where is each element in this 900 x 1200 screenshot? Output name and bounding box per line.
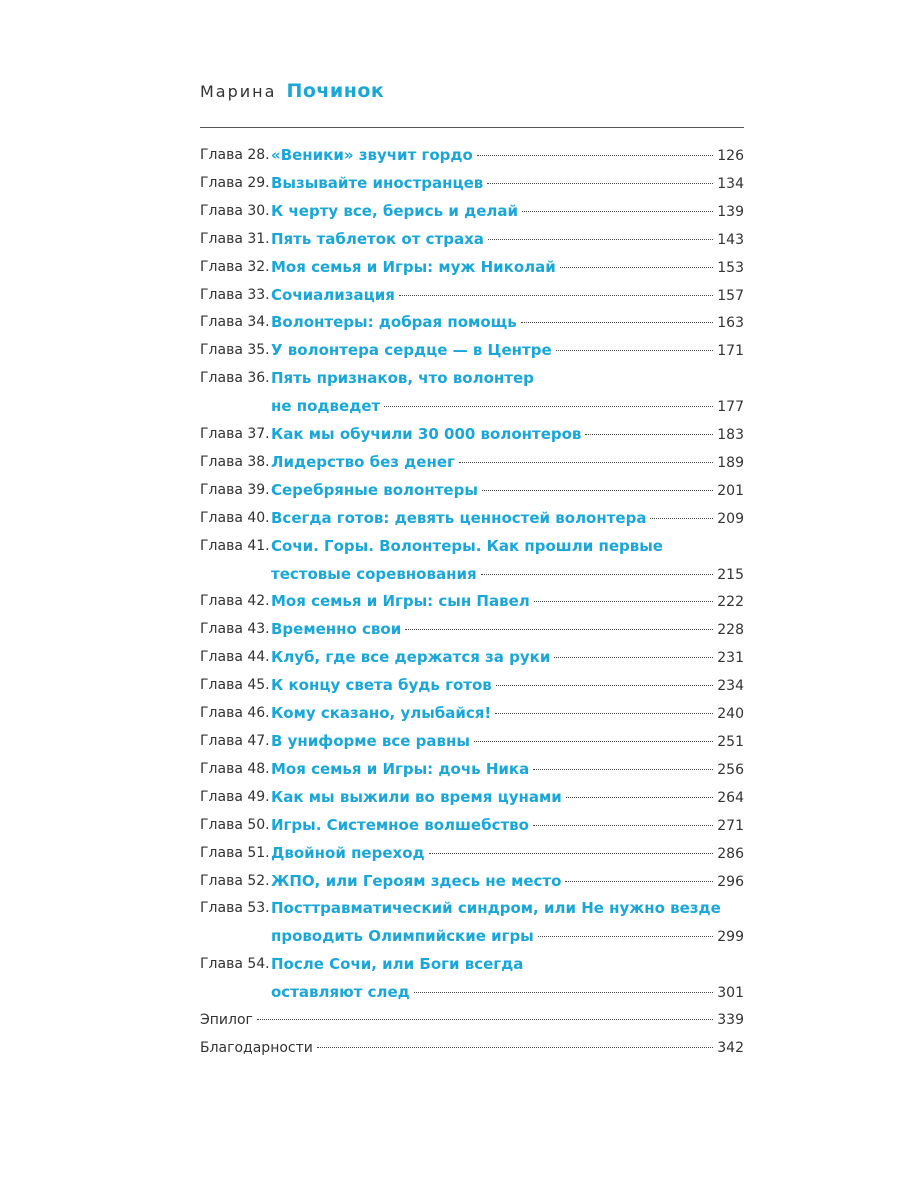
toc-entry-body	[271, 309, 744, 337]
toc-entry-body	[271, 254, 744, 282]
toc-entry-body	[271, 226, 744, 254]
header-divider	[200, 127, 744, 128]
toc-entry-title: Временно свои	[271, 620, 402, 639]
toc-page-number: 339	[717, 1012, 744, 1029]
chapter-label: Глава 43.	[200, 621, 270, 638]
table-of-contents	[200, 142, 744, 1063]
running-header	[200, 80, 384, 110]
dot-leader	[585, 434, 713, 435]
toc-entry-title: ЖПО, или Героям здесь не место	[271, 871, 562, 890]
chapter-label: Глава 34.	[200, 314, 270, 331]
toc-entry-line	[271, 812, 744, 840]
toc-page-number: 209	[717, 510, 744, 527]
toc-entry-line	[271, 477, 744, 505]
toc-entry[interactable]	[200, 337, 744, 365]
toc-entry-body	[271, 700, 744, 728]
toc-entry-line	[271, 337, 744, 365]
toc-page-number: 153	[717, 259, 744, 276]
toc-entry-body	[271, 616, 744, 644]
toc-entry-line	[271, 198, 744, 226]
toc-entry-title: Волонтеры: добрая помощь	[271, 313, 517, 332]
toc-entry-title: У волонтера сердце — в Центре	[271, 341, 552, 360]
toc-entry-title-line1: После Сочи, или Боги всегда	[271, 955, 524, 974]
toc-page-number: 228	[717, 622, 744, 639]
toc-entry-line	[271, 505, 744, 533]
toc-entry[interactable]	[200, 951, 744, 1007]
toc-entry[interactable]	[200, 477, 744, 505]
toc-page-number: 183	[717, 427, 744, 444]
toc-entry[interactable]	[200, 812, 744, 840]
dot-leader	[384, 406, 713, 407]
toc-page-number: 143	[717, 231, 744, 248]
toc-page-number: 251	[717, 734, 744, 750]
dot-leader	[554, 657, 713, 658]
dot-leader	[538, 936, 714, 937]
toc-entry-body	[271, 868, 744, 896]
toc-entry-body	[271, 505, 744, 533]
chapter-label: Глава 39.	[200, 481, 270, 498]
dot-leader	[477, 155, 713, 156]
toc-page-number: 240	[717, 706, 744, 723]
chapter-label: Глава 46.	[200, 705, 270, 722]
toc-entry[interactable]	[200, 421, 744, 449]
toc-entry-body	[271, 728, 744, 756]
toc-page-number: 177	[717, 399, 744, 416]
chapter-label: Глава 44.	[200, 649, 270, 666]
chapter-label: Глава 29.	[200, 174, 270, 191]
toc-entry[interactable]	[200, 505, 744, 533]
toc-entry-body	[271, 477, 744, 505]
dot-leader	[560, 267, 714, 268]
toc-entry-body	[200, 1007, 744, 1035]
toc-entry-line	[271, 254, 744, 282]
toc-entry[interactable]	[200, 170, 744, 198]
toc-entry-title: Благодарности	[200, 1039, 313, 1056]
chapter-label: Глава 53.	[200, 900, 270, 917]
toc-entry[interactable]	[200, 588, 744, 616]
toc-entry-title: Пять таблеток от страха	[271, 229, 484, 248]
toc-entry-body	[271, 337, 744, 365]
toc-entry-title: Серебряные волонтеры	[271, 480, 478, 499]
toc-entry[interactable]	[200, 449, 744, 477]
dot-leader	[405, 629, 713, 630]
toc-entry[interactable]	[200, 840, 744, 868]
toc-entry-line	[200, 1007, 744, 1035]
toc-entry-title: Двойной переход	[271, 843, 425, 862]
toc-entry-title: Игры. Системное волшебство	[271, 815, 529, 834]
dot-leader	[495, 713, 713, 714]
toc-page-number: 299	[717, 929, 744, 946]
toc-page-number: 264	[717, 789, 744, 806]
toc-entry-line	[271, 700, 744, 728]
toc-entry-body	[271, 421, 744, 449]
toc-entry-line	[271, 756, 744, 784]
toc-entry-line	[271, 393, 744, 421]
dot-leader	[650, 518, 713, 519]
chapter-label: Глава 47.	[200, 733, 270, 749]
dot-leader	[257, 1019, 713, 1020]
chapter-label: Глава 28.	[200, 147, 270, 163]
toc-page-number: 215	[717, 566, 744, 583]
dot-leader	[533, 825, 713, 826]
toc-entry-title-line1: Посттравматический синдром, или Не нужно везде	[271, 899, 721, 918]
toc-entry-line	[271, 226, 744, 254]
toc-entry-body	[271, 672, 744, 700]
toc-entry-line	[271, 282, 744, 310]
toc-entry-title: проводить Олимпийские игры	[271, 927, 534, 946]
toc-entry[interactable]	[200, 1007, 744, 1035]
dot-leader	[429, 853, 714, 854]
toc-page-number: 222	[717, 594, 744, 611]
toc-entry[interactable]	[200, 1035, 744, 1063]
toc-entry-title: Всегда готов: девять ценностей волонтера	[271, 508, 647, 527]
dot-leader	[496, 685, 714, 686]
chapter-label: Глава 38.	[200, 453, 270, 470]
toc-page-number: 234	[717, 678, 744, 695]
toc-entry-line	[271, 868, 744, 896]
chapter-label: Глава 36.	[200, 370, 270, 387]
dot-leader	[474, 741, 713, 742]
toc-entry-body	[271, 895, 744, 951]
toc-entry-body	[271, 644, 744, 672]
toc-entry[interactable]	[200, 226, 744, 254]
toc-page-number: 286	[717, 845, 744, 862]
chapter-label: Глава 48.	[200, 760, 270, 777]
toc-entry-title: не подведет	[271, 397, 381, 416]
toc-entry-line	[271, 616, 744, 644]
toc-entry[interactable]	[200, 868, 744, 896]
toc-entry-title: Эпилог	[200, 1012, 253, 1029]
toc-entry[interactable]	[200, 254, 744, 282]
toc-entry-body	[271, 282, 744, 310]
toc-entry-title: Как мы обучили 30 000 волонтеров	[271, 425, 582, 444]
toc-entry[interactable]	[200, 142, 744, 170]
toc-entry-body	[271, 756, 744, 784]
toc-entry-line	[271, 309, 744, 337]
toc-entry-body	[271, 170, 744, 198]
chapter-label: Глава 31.	[200, 230, 270, 247]
toc-entry-title: Лидерство без денег	[271, 452, 455, 471]
toc-entry-body	[271, 449, 744, 477]
toc-entry-line	[271, 672, 744, 700]
toc-entry-line	[271, 840, 744, 868]
toc-entry[interactable]	[200, 365, 744, 421]
toc-entry-body	[271, 198, 744, 226]
chapter-label: Глава 40.	[200, 509, 270, 526]
toc-entry-body	[271, 142, 744, 170]
toc-entry[interactable]	[200, 616, 744, 644]
toc-page-number: 301	[717, 985, 744, 1002]
toc-entry-title: оставляют след	[271, 983, 410, 1002]
toc-page-number: 171	[717, 343, 744, 360]
chapter-label: Глава 50.	[200, 816, 270, 833]
toc-entry-line	[271, 421, 744, 449]
dot-leader	[399, 295, 713, 296]
toc-entry-title: Вызывайте иностранцев	[271, 173, 484, 192]
chapter-label: Глава 49.	[200, 788, 270, 805]
toc-entry-line	[271, 142, 744, 170]
dot-leader	[556, 350, 714, 351]
chapter-label: Глава 52.	[200, 872, 270, 889]
toc-entry[interactable]	[200, 728, 744, 756]
toc-page-number: 189	[717, 454, 744, 471]
toc-entry-title-line1: Сочи. Горы. Волонтеры. Как прошли первые	[271, 536, 663, 555]
toc-entry-line	[271, 588, 744, 616]
toc-entry-body	[271, 588, 744, 616]
toc-entry-title: тестовые соревнования	[271, 564, 477, 583]
toc-entry-title: Клуб, где все держатся за руки	[271, 648, 551, 667]
toc-entry-line	[271, 728, 744, 756]
toc-entry[interactable]	[200, 784, 744, 812]
toc-entry-title: Кому сказано, улыбайся!	[271, 704, 492, 723]
dot-leader	[521, 322, 714, 323]
toc-entry-body	[200, 1035, 744, 1063]
dot-leader	[414, 992, 713, 993]
toc-entry[interactable]	[200, 282, 744, 310]
dot-leader	[534, 601, 714, 602]
toc-entry-title: Моя семья и Игры: дочь Ника	[271, 759, 530, 778]
dot-leader	[488, 239, 713, 240]
dot-leader	[482, 490, 713, 491]
toc-page-number: 126	[717, 148, 744, 164]
toc-entry-line	[271, 644, 744, 672]
toc-page-number: 163	[717, 315, 744, 332]
toc-entry-title: Как мы выжили во время цунами	[271, 787, 562, 806]
toc-entry[interactable]	[200, 198, 744, 226]
chapter-label: Глава 33.	[200, 286, 270, 303]
dot-leader	[565, 881, 713, 882]
toc-page-number: 256	[717, 761, 744, 778]
dot-leader	[481, 574, 714, 575]
toc-page-number: 342	[717, 1039, 744, 1056]
toc-entry[interactable]	[200, 756, 744, 784]
toc-page-number: 134	[717, 175, 744, 192]
toc-entry-title: Моя семья и Игры: муж Николай	[271, 257, 556, 276]
toc-entry-title: К концу света будь готов	[271, 676, 492, 695]
toc-entry-line	[271, 923, 744, 951]
toc-entry-title-line1: Пять признаков, что волонтер	[271, 369, 534, 388]
toc-page-number: 231	[717, 650, 744, 667]
chapter-label: Глава 32.	[200, 258, 270, 275]
toc-entry-line	[271, 561, 744, 589]
toc-entry-body	[271, 951, 744, 1007]
toc-entry-line	[271, 449, 744, 477]
toc-entry-line	[271, 170, 744, 198]
dot-leader	[566, 797, 714, 798]
chapter-label: Глава 45.	[200, 677, 270, 694]
toc-entry-line	[271, 784, 744, 812]
chapter-label: Глава 51.	[200, 844, 270, 861]
toc-entry-title: К черту все, берись и делай	[271, 201, 518, 220]
author-first-name: Марина	[200, 82, 277, 101]
toc-entry[interactable]	[200, 533, 744, 589]
chapter-label: Глава 37.	[200, 426, 270, 443]
chapter-label: Глава 35.	[200, 342, 270, 359]
author-last-name: Починок	[286, 80, 385, 102]
toc-entry[interactable]	[200, 672, 744, 700]
chapter-label: Глава 54.	[200, 956, 270, 973]
toc-entry[interactable]	[200, 309, 744, 337]
dot-leader	[459, 462, 713, 463]
toc-entry-line	[200, 1035, 744, 1063]
toc-entry-title: В униформе все равны	[271, 732, 470, 750]
dot-leader	[533, 769, 713, 770]
chapter-label: Глава 41.	[200, 537, 270, 554]
dot-leader	[487, 183, 713, 184]
toc-entry-line	[271, 979, 744, 1007]
toc-page-number: 139	[717, 203, 744, 220]
chapter-label: Глава 30.	[200, 202, 270, 219]
toc-entry[interactable]	[200, 895, 744, 951]
toc-page-number: 201	[717, 482, 744, 499]
toc-entry-body	[271, 533, 744, 589]
toc-page-number: 296	[717, 873, 744, 890]
toc-entry[interactable]	[200, 700, 744, 728]
dot-leader	[317, 1047, 713, 1048]
toc-entry[interactable]	[200, 644, 744, 672]
toc-entry-title: Моя семья и Игры: сын Павел	[271, 592, 530, 611]
toc-entry-body	[271, 840, 744, 868]
chapter-label: Глава 42.	[200, 593, 270, 610]
toc-page-number: 271	[717, 817, 744, 834]
toc-entry-title: «Веники» звучит гордо	[271, 146, 473, 164]
toc-entry-body	[271, 365, 744, 421]
toc-entry-title: Сочиализация	[271, 285, 395, 304]
toc-page-number: 157	[717, 287, 744, 304]
dot-leader	[522, 211, 713, 212]
toc-entry-body	[271, 812, 744, 840]
toc-entry-body	[271, 784, 744, 812]
